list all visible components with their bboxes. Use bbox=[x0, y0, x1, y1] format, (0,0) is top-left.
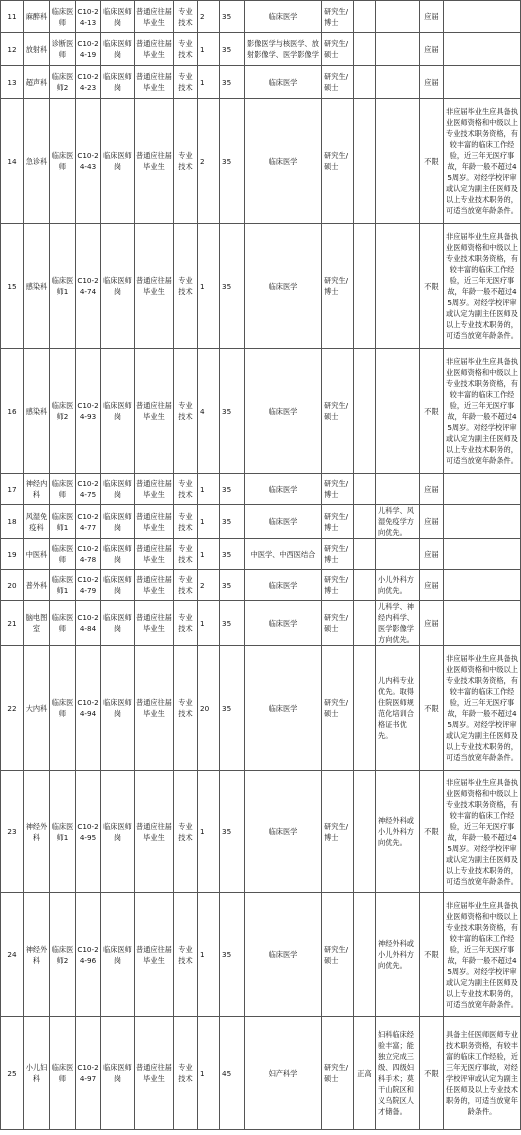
cell-age: 35 bbox=[220, 99, 245, 224]
cell-category: 专业技术 bbox=[174, 570, 198, 601]
cell-category: 专业技术 bbox=[174, 505, 198, 539]
cell-remark: 非应届毕业生应具备执业医师资格和中级以上专业技术职务资格，有较丰富的临床工作经验，近三年无医疗事故，年龄一般不超过45周岁。对经学校评审或认定为副主任医师及以上专业技术职务的，可适当放宽年龄条件。 bbox=[444, 349, 521, 474]
cell-no: 23 bbox=[1, 771, 24, 893]
cell-age: 35 bbox=[220, 570, 245, 601]
cell-count: 1 bbox=[198, 539, 220, 570]
cell-type: 临床医师岗 bbox=[101, 33, 135, 66]
cell-category: 专业技术 bbox=[174, 349, 198, 474]
cell-nature: 不限 bbox=[420, 1017, 444, 1130]
cell-remark: 具备主任医师医师专业技术职务资格，有较丰富的临床工作经验，近三年无医疗事故，对经学校评审或认定为副主任医师及以上专业技术职务的，可适当放宽年龄条件。 bbox=[444, 1017, 521, 1130]
cell-remark bbox=[444, 1, 521, 33]
cell-count: 1 bbox=[198, 505, 220, 539]
cell-title bbox=[354, 99, 376, 224]
cell-code: C10-24-74 bbox=[76, 224, 101, 349]
cell-no: 21 bbox=[1, 601, 24, 646]
cell-code: C10-24-43 bbox=[76, 99, 101, 224]
cell-target: 普通应往届毕业生 bbox=[135, 601, 174, 646]
cell-dept: 感染科 bbox=[24, 349, 50, 474]
cell-category: 专业技术 bbox=[174, 1017, 198, 1130]
cell-no: 13 bbox=[1, 66, 24, 99]
cell-other bbox=[376, 1, 420, 33]
cell-post: 临床医师2 bbox=[50, 66, 76, 99]
cell-post: 临床医师2 bbox=[50, 893, 76, 1017]
cell-category: 专业技术 bbox=[174, 224, 198, 349]
table-row bbox=[1, 539, 521, 570]
cell-type: 临床医师岗 bbox=[101, 539, 135, 570]
table-row bbox=[1, 570, 521, 601]
cell-category: 专业技术 bbox=[174, 33, 198, 66]
cell-post: 临床医师 bbox=[50, 601, 76, 646]
cell-type: 临床医师岗 bbox=[101, 601, 135, 646]
cell-post: 临床医师 bbox=[50, 99, 76, 224]
cell-dept: 神经外科 bbox=[24, 893, 50, 1017]
cell-title bbox=[354, 539, 376, 570]
cell-remark bbox=[444, 601, 521, 646]
cell-type: 临床医师岗 bbox=[101, 224, 135, 349]
cell-post: 临床医师 bbox=[50, 1017, 76, 1130]
table-row bbox=[1, 1017, 521, 1130]
cell-title bbox=[354, 33, 376, 66]
cell-code: C10-24-84 bbox=[76, 601, 101, 646]
cell-category: 专业技术 bbox=[174, 1, 198, 33]
cell-age: 35 bbox=[220, 646, 245, 771]
cell-edu: 研究生/硕士 bbox=[322, 66, 354, 99]
cell-major: 临床医学 bbox=[245, 893, 322, 1017]
cell-dept: 麻醉科 bbox=[24, 1, 50, 33]
cell-age: 35 bbox=[220, 33, 245, 66]
cell-other bbox=[376, 99, 420, 224]
cell-category: 专业技术 bbox=[174, 99, 198, 224]
cell-nature: 应届 bbox=[420, 601, 444, 646]
cell-target: 普通应往届毕业生 bbox=[135, 1017, 174, 1130]
cell-age: 35 bbox=[220, 539, 245, 570]
cell-dept: 急诊科 bbox=[24, 99, 50, 224]
cell-code: C10-24-95 bbox=[76, 771, 101, 893]
cell-other: 小儿外科方向优先。 bbox=[376, 570, 420, 601]
cell-age: 35 bbox=[220, 1, 245, 33]
cell-nature: 不限 bbox=[420, 771, 444, 893]
table-row bbox=[1, 474, 521, 505]
cell-nature: 不限 bbox=[420, 224, 444, 349]
cell-age: 45 bbox=[220, 1017, 245, 1130]
cell-nature: 应届 bbox=[420, 66, 444, 99]
table-body bbox=[1, 1, 521, 1130]
cell-code: C10-24-94 bbox=[76, 646, 101, 771]
cell-title bbox=[354, 893, 376, 1017]
cell-count: 1 bbox=[198, 33, 220, 66]
cell-edu: 研究生/硕士 bbox=[322, 99, 354, 224]
cell-title bbox=[354, 474, 376, 505]
cell-age: 35 bbox=[220, 771, 245, 893]
cell-edu: 研究生/博士 bbox=[322, 539, 354, 570]
cell-no: 18 bbox=[1, 505, 24, 539]
cell-title bbox=[354, 224, 376, 349]
cell-edu: 研究生/博士 bbox=[322, 570, 354, 601]
cell-remark bbox=[444, 570, 521, 601]
cell-other: 儿科学、风湿免疫学方向优先。 bbox=[376, 505, 420, 539]
cell-major: 妇产科学 bbox=[245, 1017, 322, 1130]
cell-target: 普通应往届毕业生 bbox=[135, 66, 174, 99]
cell-post: 临床医师1 bbox=[50, 224, 76, 349]
cell-type: 临床医师岗 bbox=[101, 646, 135, 771]
cell-no: 20 bbox=[1, 570, 24, 601]
cell-edu: 研究生/硕士 bbox=[322, 893, 354, 1017]
cell-count: 2 bbox=[198, 1, 220, 33]
cell-major: 临床医学 bbox=[245, 66, 322, 99]
cell-code: C10-24-79 bbox=[76, 570, 101, 601]
cell-count: 1 bbox=[198, 224, 220, 349]
cell-type: 临床医师岗 bbox=[101, 349, 135, 474]
cell-title: 正高 bbox=[354, 1017, 376, 1130]
table-row bbox=[1, 1, 521, 33]
cell-post: 临床医师1 bbox=[50, 570, 76, 601]
cell-target: 普通应往届毕业生 bbox=[135, 893, 174, 1017]
cell-title bbox=[354, 771, 376, 893]
cell-edu: 研究生/硕士 bbox=[322, 1017, 354, 1130]
cell-category: 专业技术 bbox=[174, 474, 198, 505]
cell-remark: 非应届毕业生应具备执业医师资格和中级以上专业技术职务资格，有较丰富的临床工作经验，近三年无医疗事故，年龄一般不超过45周岁。对经学校评审或认定为副主任医师及以上专业技术职务的，可适当放宽年龄条件。 bbox=[444, 771, 521, 893]
cell-post: 临床医师2 bbox=[50, 349, 76, 474]
cell-major: 临床医学 bbox=[245, 474, 322, 505]
cell-count: 1 bbox=[198, 1017, 220, 1130]
cell-age: 35 bbox=[220, 66, 245, 99]
cell-type: 临床医师岗 bbox=[101, 505, 135, 539]
cell-code: C10-24-77 bbox=[76, 505, 101, 539]
cell-no: 14 bbox=[1, 99, 24, 224]
cell-remark bbox=[444, 505, 521, 539]
cell-major: 临床医学 bbox=[245, 570, 322, 601]
cell-nature: 应届 bbox=[420, 570, 444, 601]
cell-code: C10-24-23 bbox=[76, 66, 101, 99]
cell-dept: 神经内科 bbox=[24, 474, 50, 505]
cell-code: C10-24-78 bbox=[76, 539, 101, 570]
cell-type: 临床医师岗 bbox=[101, 99, 135, 224]
cell-no: 24 bbox=[1, 893, 24, 1017]
cell-post: 诊断医师 bbox=[50, 33, 76, 66]
cell-nature: 不限 bbox=[420, 893, 444, 1017]
cell-major: 临床医学 bbox=[245, 224, 322, 349]
cell-major: 临床医学 bbox=[245, 505, 322, 539]
cell-edu: 研究生/博士 bbox=[322, 1, 354, 33]
cell-no: 16 bbox=[1, 349, 24, 474]
cell-title bbox=[354, 66, 376, 99]
cell-post: 临床医师 bbox=[50, 646, 76, 771]
cell-dept: 小儿妇科 bbox=[24, 1017, 50, 1130]
table-row bbox=[1, 33, 521, 66]
cell-no: 25 bbox=[1, 1017, 24, 1130]
cell-age: 35 bbox=[220, 224, 245, 349]
cell-remark: 非应届毕业生应具备执业医师资格和中级以上专业技术职务资格，有较丰富的临床工作经验，近三年无医疗事故，年龄一般不超过45周岁。对经学校评审或认定为副主任医师及以上专业技术职务的，可适当放宽年龄条件。 bbox=[444, 893, 521, 1017]
cell-dept: 风湿免疫科 bbox=[24, 505, 50, 539]
cell-no: 11 bbox=[1, 1, 24, 33]
cell-major: 临床医学 bbox=[245, 349, 322, 474]
cell-nature: 不限 bbox=[420, 349, 444, 474]
cell-category: 专业技术 bbox=[174, 893, 198, 1017]
cell-remark bbox=[444, 33, 521, 66]
cell-code: C10-24-96 bbox=[76, 893, 101, 1017]
cell-target: 普通应往届毕业生 bbox=[135, 539, 174, 570]
table-row bbox=[1, 601, 521, 646]
table-row bbox=[1, 505, 521, 539]
cell-target: 普通应往届毕业生 bbox=[135, 224, 174, 349]
cell-dept: 大内科 bbox=[24, 646, 50, 771]
cell-remark: 非应届毕业生应具备执业医师资格和中级以上专业技术职务资格，有较丰富的临床工作经验，近三年无医疗事故，年龄一般不超过45周岁。对经学校评审或认定为副主任医师及以上专业技术职务的，可适当放宽年龄条件。 bbox=[444, 646, 521, 771]
cell-code: C10-24-19 bbox=[76, 33, 101, 66]
table-row bbox=[1, 771, 521, 893]
cell-other: 神经外科或小儿外科方向优先。 bbox=[376, 893, 420, 1017]
cell-target: 普通应往届毕业生 bbox=[135, 771, 174, 893]
cell-count: 2 bbox=[198, 99, 220, 224]
table-row bbox=[1, 893, 521, 1017]
cell-count: 4 bbox=[198, 349, 220, 474]
cell-category: 专业技术 bbox=[174, 601, 198, 646]
cell-count: 2 bbox=[198, 570, 220, 601]
cell-post: 临床医师1 bbox=[50, 771, 76, 893]
cell-age: 35 bbox=[220, 349, 245, 474]
cell-nature: 不限 bbox=[420, 646, 444, 771]
cell-title bbox=[354, 1, 376, 33]
cell-post: 临床医师 bbox=[50, 539, 76, 570]
cell-dept: 超声科 bbox=[24, 66, 50, 99]
cell-age: 35 bbox=[220, 474, 245, 505]
cell-count: 1 bbox=[198, 771, 220, 893]
cell-no: 17 bbox=[1, 474, 24, 505]
cell-target: 普通应往届毕业生 bbox=[135, 474, 174, 505]
cell-edu: 研究生/硕士 bbox=[322, 601, 354, 646]
cell-age: 35 bbox=[220, 505, 245, 539]
cell-edu: 研究生/博士 bbox=[322, 505, 354, 539]
cell-dept: 脑电图室 bbox=[24, 601, 50, 646]
cell-post: 临床医师1 bbox=[50, 505, 76, 539]
cell-age: 35 bbox=[220, 601, 245, 646]
cell-major: 临床医学 bbox=[245, 771, 322, 893]
cell-other bbox=[376, 539, 420, 570]
cell-category: 专业技术 bbox=[174, 646, 198, 771]
cell-major: 临床医学 bbox=[245, 646, 322, 771]
cell-target: 普通应往届毕业生 bbox=[135, 99, 174, 224]
cell-type: 临床医师岗 bbox=[101, 570, 135, 601]
cell-target: 普通应往届毕业生 bbox=[135, 1, 174, 33]
cell-no: 19 bbox=[1, 539, 24, 570]
cell-type: 临床医师岗 bbox=[101, 771, 135, 893]
cell-major: 临床医学 bbox=[245, 601, 322, 646]
cell-count: 1 bbox=[198, 601, 220, 646]
table-row bbox=[1, 646, 521, 771]
cell-title bbox=[354, 646, 376, 771]
cell-no: 22 bbox=[1, 646, 24, 771]
cell-edu: 研究生/硕士 bbox=[322, 349, 354, 474]
cell-type: 临床医师岗 bbox=[101, 66, 135, 99]
cell-target: 普通应往届毕业生 bbox=[135, 349, 174, 474]
cell-nature: 不限 bbox=[420, 99, 444, 224]
cell-other: 儿内科专业优先。取得住院医师规范化培训合格证书优先。 bbox=[376, 646, 420, 771]
cell-title bbox=[354, 505, 376, 539]
cell-nature: 应届 bbox=[420, 474, 444, 505]
cell-other: 妇科临床经验丰富；能独立完成三级、四级妇科手术；莫干山院区和义乌院区人才储备。 bbox=[376, 1017, 420, 1130]
cell-count: 1 bbox=[198, 474, 220, 505]
cell-other: 儿科学、神经内科学、医学影像学方向优先。 bbox=[376, 601, 420, 646]
cell-remark bbox=[444, 539, 521, 570]
cell-remark: 非应届毕业生应具备执业医师资格和中级以上专业技术职务资格，有较丰富的临床工作经验，近三年无医疗事故，年龄一般不超过45周岁。对经学校评审或认定为副主任医师及以上专业技术职务的，可适当放宽年龄条件。 bbox=[444, 99, 521, 224]
cell-post: 临床医师 bbox=[50, 1, 76, 33]
cell-category: 专业技术 bbox=[174, 771, 198, 893]
cell-age: 35 bbox=[220, 893, 245, 1017]
cell-remark: 非应届毕业生应具备执业医师资格和中级以上专业技术职务资格，有较丰富的临床工作经验，近三年无医疗事故，年龄一般不超过45周岁。对经学校评审或认定为副主任医师及以上专业技术职务的，可适当放宽年龄条件。 bbox=[444, 224, 521, 349]
cell-nature: 应届 bbox=[420, 505, 444, 539]
cell-dept: 中医科 bbox=[24, 539, 50, 570]
cell-code: C10-24-93 bbox=[76, 349, 101, 474]
cell-target: 普通应往届毕业生 bbox=[135, 33, 174, 66]
cell-count: 1 bbox=[198, 66, 220, 99]
cell-type: 临床医师岗 bbox=[101, 1017, 135, 1130]
cell-major: 影像医学与核医学、放射影像学、医学影像学 bbox=[245, 33, 322, 66]
cell-code: C10-24-13 bbox=[76, 1, 101, 33]
cell-nature: 应届 bbox=[420, 33, 444, 66]
cell-edu: 研究生/博士 bbox=[322, 224, 354, 349]
cell-major: 中医学、中西医结合 bbox=[245, 539, 322, 570]
cell-code: C10-24-97 bbox=[76, 1017, 101, 1130]
cell-edu: 研究生/博士 bbox=[322, 474, 354, 505]
cell-edu: 研究生/硕士 bbox=[322, 33, 354, 66]
cell-other bbox=[376, 224, 420, 349]
cell-dept: 放射科 bbox=[24, 33, 50, 66]
cell-major: 临床医学 bbox=[245, 1, 322, 33]
cell-remark bbox=[444, 474, 521, 505]
cell-other bbox=[376, 66, 420, 99]
cell-edu: 研究生/博士 bbox=[322, 771, 354, 893]
cell-type: 临床医师岗 bbox=[101, 474, 135, 505]
cell-nature: 应届 bbox=[420, 1, 444, 33]
cell-category: 专业技术 bbox=[174, 66, 198, 99]
cell-target: 普通应往届毕业生 bbox=[135, 570, 174, 601]
table-row bbox=[1, 224, 521, 349]
cell-edu: 研究生/硕士 bbox=[322, 646, 354, 771]
cell-dept: 感染科 bbox=[24, 224, 50, 349]
cell-dept: 神经外科 bbox=[24, 771, 50, 893]
cell-post: 临床医师 bbox=[50, 474, 76, 505]
cell-no: 15 bbox=[1, 224, 24, 349]
cell-type: 临床医师岗 bbox=[101, 893, 135, 1017]
cell-title bbox=[354, 349, 376, 474]
cell-category: 专业技术 bbox=[174, 539, 198, 570]
cell-no: 12 bbox=[1, 33, 24, 66]
cell-other bbox=[376, 349, 420, 474]
cell-target: 普通应往届毕业生 bbox=[135, 646, 174, 771]
cell-other bbox=[376, 33, 420, 66]
cell-type: 临床医师岗 bbox=[101, 1, 135, 33]
cell-major: 临床医学 bbox=[245, 99, 322, 224]
cell-title bbox=[354, 570, 376, 601]
cell-count: 1 bbox=[198, 893, 220, 1017]
cell-count: 20 bbox=[198, 646, 220, 771]
cell-dept: 普外科 bbox=[24, 570, 50, 601]
cell-remark bbox=[444, 66, 521, 99]
cell-other bbox=[376, 474, 420, 505]
cell-title bbox=[354, 601, 376, 646]
cell-code: C10-24-75 bbox=[76, 474, 101, 505]
table-row bbox=[1, 99, 521, 224]
table-row bbox=[1, 349, 521, 474]
table-row bbox=[1, 66, 521, 99]
cell-nature: 应届 bbox=[420, 539, 444, 570]
cell-target: 普通应往届毕业生 bbox=[135, 505, 174, 539]
cell-other: 神经外科或小儿外科方向优先。 bbox=[376, 771, 420, 893]
